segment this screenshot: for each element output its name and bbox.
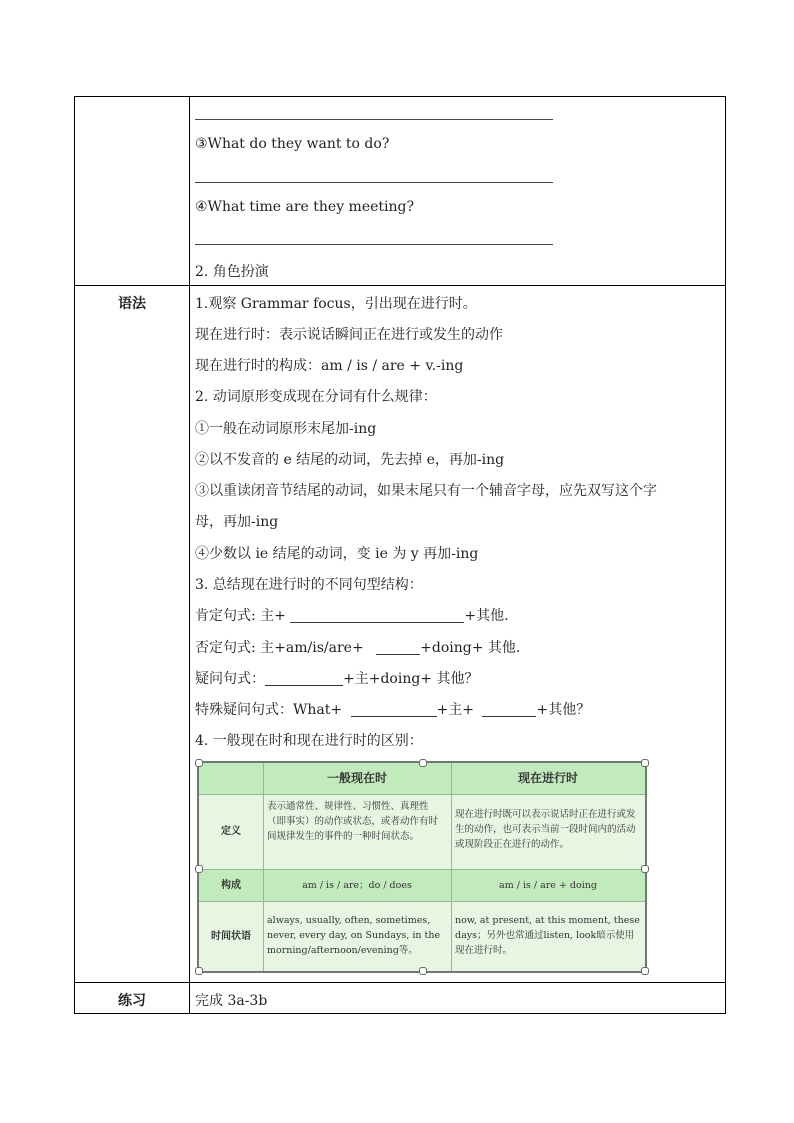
row-label-definition: 定义: [221, 826, 241, 837]
resize-handle: [641, 967, 649, 975]
pattern-text: 肯定句式: 主+: [195, 608, 286, 624]
grammar-line: 4. 一般现在时和现在进行时的区别：: [195, 733, 423, 749]
adverbials-simple: always, usually, often, sometimes, never, every day, on Sundays, in the morning/afternoon/evening等。: [267, 915, 441, 956]
definition-simple: 表示通常性、规律性、习惯性、真理性（即事实）的动作或状态，或者动作有时间规律发生的事件的一种时间状态。: [267, 801, 439, 842]
pattern-text: 否定句式: 主+am/is/are+: [195, 640, 364, 656]
question-4: ④What time are they meeting?: [195, 199, 414, 215]
row-divider: [75, 285, 725, 286]
fill-blank[interactable]: [290, 608, 464, 623]
column-divider: [189, 97, 190, 1013]
question-pattern: [195, 668, 479, 688]
resize-handle: [195, 865, 203, 873]
tense-comparison-table: [197, 761, 647, 973]
grammar-line: 母，再加-ing: [195, 514, 279, 530]
resize-handle: [419, 967, 427, 975]
resize-handle: [195, 759, 203, 767]
cell-divider: [199, 794, 645, 795]
fill-blank[interactable]: [482, 702, 536, 717]
wh-question-pattern: [195, 699, 590, 719]
pattern-text: 特殊疑问句式：What+: [195, 702, 343, 718]
grammar-line: 3. 总结现在进行时的不同句型结构：: [195, 577, 423, 593]
practice-text: 完成 3a-3b: [195, 993, 268, 1009]
pattern-text: +其他？: [536, 702, 591, 718]
negative-pattern: [195, 637, 520, 657]
pattern-text: +主+: [436, 702, 475, 718]
role-play: 2. 角色扮演: [195, 264, 269, 280]
resize-handle: [641, 865, 649, 873]
grammar-label: 语法: [118, 296, 146, 312]
pattern-text: +其他.: [464, 608, 509, 624]
form-simple: am / is / are；do / does: [302, 879, 412, 891]
affirmative-pattern: [195, 605, 509, 625]
pattern-text: 疑问句式：: [195, 671, 265, 687]
fill-blank[interactable]: [265, 671, 343, 686]
row-label-form: 构成: [221, 879, 241, 891]
grammar-line: ④少数以 ie 结尾的动词，变 ie 为 y 再加-ing: [195, 546, 479, 562]
practice-label: 练习: [118, 993, 146, 1009]
header-present-progressive: 现在进行时: [517, 771, 578, 785]
lesson-table: [74, 96, 726, 1014]
grammar-line: 2. 动词原形变成现在分词有什么规律：: [195, 389, 437, 405]
row-label-time-adverbials: 时间状语: [211, 930, 251, 942]
definition-progressive: 现在进行时既可以表示说话时正在进行或发生的动作，也可表示当前一段时间内的活动或现阶段正在进行的动作。: [455, 809, 636, 850]
row-divider: [75, 982, 725, 983]
resize-handle: [641, 759, 649, 767]
answer-line: [195, 244, 553, 245]
answer-line: [195, 119, 553, 120]
header-simple-present: 一般现在时: [326, 771, 387, 785]
grammar-line: 现在进行时：表示说话瞬间正在进行或发生的动作: [195, 327, 503, 343]
form-progressive: am / is / are + doing: [499, 879, 597, 891]
grammar-line: ②以不发音的 e 结尾的动词，先去掉 e，再加-ing: [195, 452, 505, 468]
question-3: ③What do they want to do?: [195, 136, 390, 152]
grammar-line: ①一般在动词原形末尾加-ing: [195, 421, 377, 437]
pattern-text: +doing+ 其他.: [420, 640, 521, 656]
grammar-line: ③以重读闭音节结尾的动词，如果末尾只有一个辅音字母，应先双写这个字: [195, 483, 657, 499]
adverbials-progressive: now, at present, at this moment, these days；另外也常通过listen, look暗示使用现在进行时。: [455, 915, 640, 956]
grammar-line: 现在进行时的构成：am / is / are + v.-ing: [195, 358, 464, 374]
pattern-text: +主+doing+ 其他？: [343, 671, 479, 687]
cell-divider: [199, 901, 645, 902]
answer-line: [195, 182, 553, 183]
resize-handle: [419, 759, 427, 767]
fill-blank[interactable]: [351, 702, 437, 717]
fill-blank[interactable]: [376, 640, 420, 655]
resize-handle: [195, 967, 203, 975]
grammar-line: 1.观察 Grammar focus，引出现在进行时。: [195, 296, 477, 312]
